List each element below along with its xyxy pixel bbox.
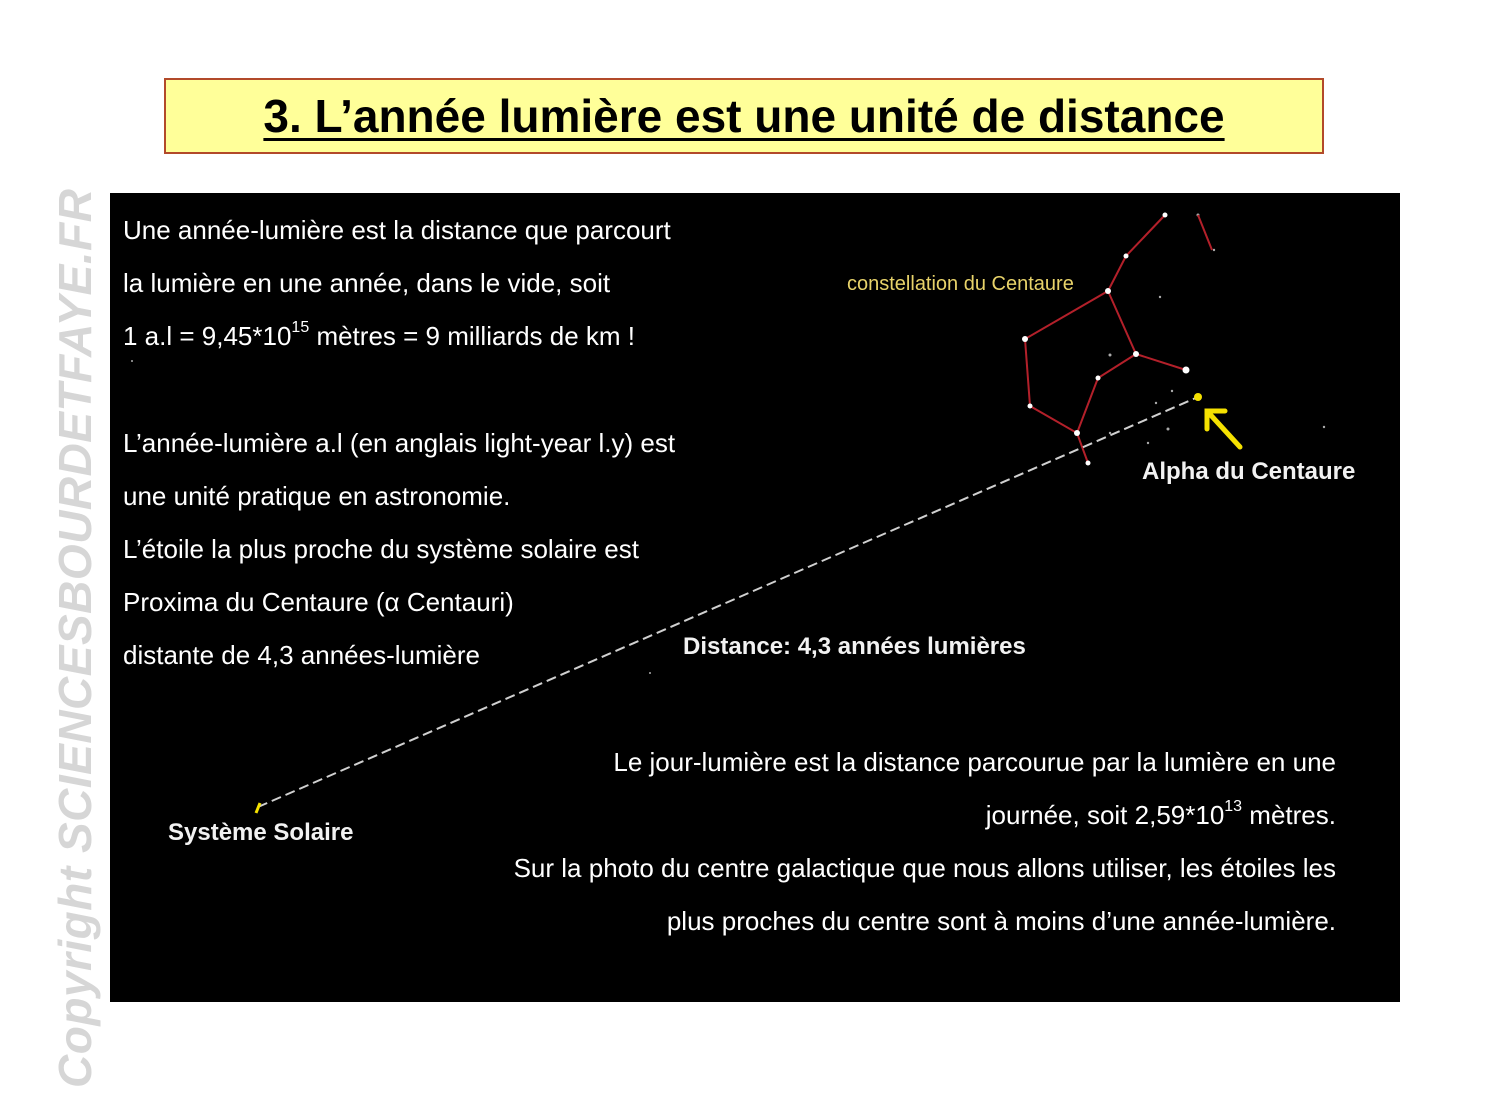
paragraph3-line1: Le jour-lumière est la distance parcourue par la lumière en une [613,747,1336,777]
constellation-star [1022,336,1028,342]
exponent: 13 [1224,798,1243,815]
formula-text: mètres. [1242,800,1336,830]
alpha-centauri-marker [1194,393,1202,401]
alpha-centauri-label: Alpha du Centaure [1142,458,1356,485]
formula-text: journée, soit 2,59*10 [985,800,1225,830]
constellation-lines [1025,215,1212,463]
copyright-watermark: Copyright SCIENCESBOURDETFAYE.FR [49,188,101,1088]
bg-star [1167,428,1170,431]
formula-text: mètres = 9 milliards de km ! [309,321,636,351]
solar-system-label: Système Solaire [168,819,354,846]
constellation-star [1124,254,1129,259]
constellation-star [1028,404,1033,409]
page-title: 3. L’année lumière est une unité de distance [263,90,1225,142]
constellation-label: constellation du Centaure [847,273,1074,295]
bg-star [1147,442,1149,444]
constellation-star [1133,351,1139,357]
bg-star [649,672,651,674]
title-box [164,78,1324,154]
bg-star [1159,296,1161,298]
solar-system-marker [256,803,260,813]
paragraph2-line5: distante de 4,3 années-lumière [123,640,481,670]
paragraph3-line3: Sur la photo du centre galactique que nous allons utiliser, les étoiles les [513,853,1336,883]
constellation-star [1086,461,1091,466]
paragraph1-line2: la lumière en une année, dans le vide, soit [123,268,611,298]
paragraph1-line3 [123,321,635,352]
paragraph3-line2 [986,800,1336,831]
constellation-star [1096,376,1101,381]
bg-star [1213,249,1215,251]
distance-label: Distance: 4,3 années lumières [683,633,1026,660]
constellation-star [1183,367,1190,374]
paragraph2-line2: une unité pratique en astronomie. [123,481,511,511]
bg-star [131,360,133,362]
exponent: 15 [291,319,310,336]
bg-star [1109,432,1111,434]
bg-star [1171,390,1173,392]
astronomy-panel [110,193,1400,1002]
bg-star [1155,402,1157,404]
paragraph3-line4: plus proches du centre sont à moins d’une année-lumière. [666,906,1336,936]
constellation-star [1105,288,1111,294]
paragraph2-line4: Proxima du Centaure (α Centauri) [123,587,514,617]
paragraph2-line3: L’étoile la plus proche du système solaire est [123,534,639,564]
formula-text: 1 a.l = 9,45*10 [123,321,292,351]
arrow-icon [1207,411,1240,447]
constellation-star [1074,430,1080,436]
bg-star [1109,354,1112,357]
bg-star [1323,426,1325,428]
paragraph1-line1: Une année-lumière est la distance que parcourt [123,215,671,245]
paragraph2-line1: L’année-lumière a.l (en anglais light-year l.y) est [123,428,676,458]
constellation-star [1163,213,1168,218]
